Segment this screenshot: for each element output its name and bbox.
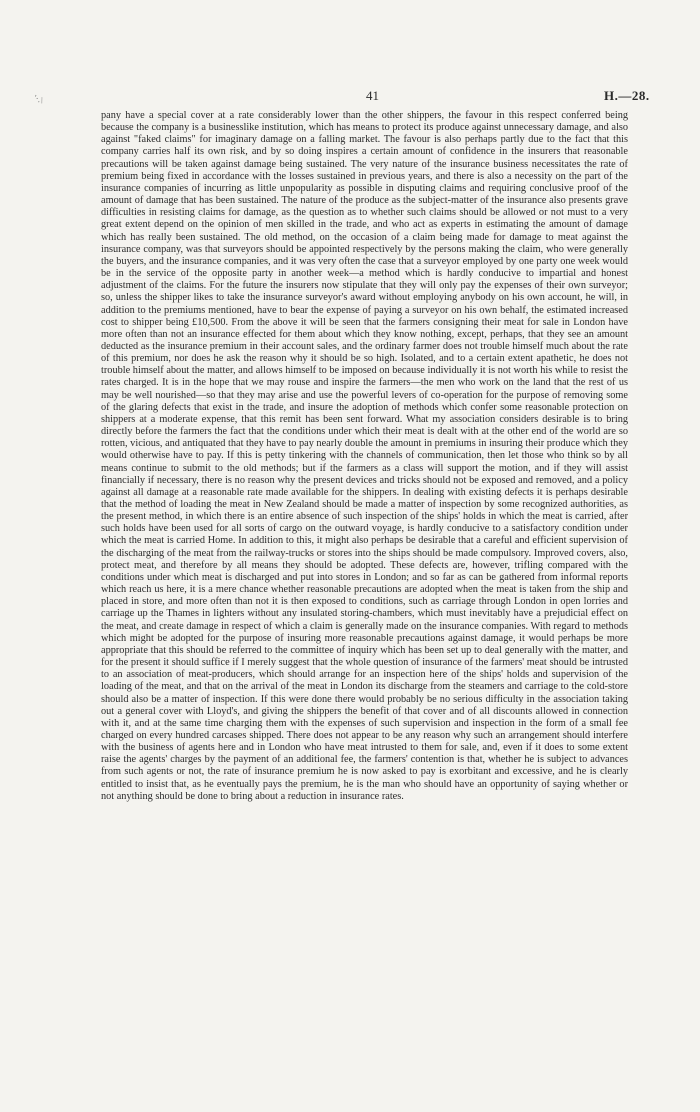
- page-number: 41: [366, 88, 379, 103]
- document-reference: H.—28.: [604, 88, 650, 103]
- scan-margin-mark: '·.\: [32, 92, 45, 106]
- body-paragraph: pany have a special cover at a rate considerably lower than the other shippers, the favour in this respect conferred being because the company is a businesslike institution, which has means to protect its produce against unnecessary damage, and also against "faked claims" for imaginary damage on a falling market. The favour is also perhaps partly due to the fact that this company carries half its own risk, and by so doing inspires a certain amount of confidence in the insurers that reasonable precautions will be taken against damage being sustained. The very nature of the insurance business necessitates the rate of premium being fixed in accordance with the losses sustained in previous years, and there is also a necessity on the part of the insurance companies of incurring as little unpopularity as possible in disputing claims and requiring conclusive proof of the amount of damage that has been sustained. The nature of the produce as the subject-matter of the insurance also presents grave difficulties in resisting claims for damage, as the question as to whether such claims should be allowed or not must to a very great extent depend on the opinion of men skilled in the trade, and who act as experts in estimating the amount of damage which has really been sustained. The old method, on the occasion of a claim being made for damage to meat against the insurance company, was that surveyors should be appointed respectively by the persons making the claim, who were generally the buyers, and the insurance companies, and it was very often the case that a surveyor employed by one party one week would be in the service of the opposite party in another week—a method which is hardly conducive to impartial and honest adjustment of the claims. For the future the insurers now stipulate that they will only pay the expenses of their own surveyor; so, unless the shipper likes to take the insurance surveyor's award without employing anybody on his own account, he will, in addition to the premiums mentioned, have to bear the expense of paying a surveyor on his own behalf, the estimated increased cost to shipper being £10,500. From the above it will be seen that the farmers consigning their meat for sale in London have more often than not an insurance effected for them about which they know nothing, except, perhaps, that they see an amount deducted as the insurance premium in their account sales, and the ordinary farmer does not trouble himself much about the rate of this premium, nor does he ask the reason why it should be so high. Isolated, and to a certain extent apathetic, he does not trouble himself about the matter, and allows himself to be imposed on because individually it is not worth his while to resist the rates charged. It is in the hope that we may rouse and inspire the farmers—the men who work on the land that the rest of us may be well nourished—so that they may arise and use the powerful levers of co-operation for the purpose of removing some of the glaring defects that exist in the trade, and insure the adoption of methods which confer some reasonable protection on shippers at a moderate expense, that this remit has been sent forward. What my association considers desirable is to bring directly before the farmers the fact that the conditions under which their meat is dealt with at the other end of the world are so rotten, vicious, and antiquated that they have to pay nearly double the amount in premiums in insuring their produce which they would otherwise have to pay. If this is petty tinkering with the channels of communication, then let those who think so by all means continue to submit to the old methods; but if the farmers as a class will support the motion, and if they will assist financially if necessary, there is no reason why the present devices and tricks should not be exposed and removed, and a policy against all damage at a reasonable rate made available for the shippers. In dealing with existing defects it is perhaps desirable that the method of loading the meat in New Zealand should be made a matter of inspection by some recognized authorities, as the present method, in which there is an entire absence of such inspection of the ships' holds in which the meat is carried, after such holds have been used for all sorts of cargo on the outward voyage, is hardly conducive to a satisfactory condition under which the meat is carried Home. In addition to this, it might also perhaps be desirable that a careful and efficient supervision of the discharging of the meat from the railway-trucks or stores into the ships should be made compulsory. Improved covers, also, protect meat, and therefore by all means they should be adopted. These defects are, however, trifling compared with the conditions under which meat is discharged and put into stores in London; and so far as can be gathered from informal reports which reach us here, it is a mere chance whether reasonable precautions are adopted when the meat is taken from the ship and placed in store, and more often than not it is then exposed to conditions, such as carriage through London in open lorries and carriage up the Thames in lighters without any insulated storing-chambers, which must inevitably have a prejudicial effect on the meat, and create damage in respect of which a claim is generally made on the insurance companies. With regard to methods which might be adopted for the purpose of insuring more reasonable precautions against damage, it would perhaps be more appropriate that this should be referred to the committee of inquiry which has been set up to deal generally with the matter, and for the present it should suffice if I merely suggest that the whole question of insurance of the farmers' meat should be intrusted to an association of meat-producers, which should arrange for an inspection here of the ships' holds and supervision of the loading of the meat, and that on the arrival of the meat in London its discharge from the steamers and carriage to the cold-store should also be a matter of inspection. If this were done there would probably be no serious difficulty in the association taking out a general cover with Lloyd's, and giving the shippers the benefit of that cover and of all discounts allowed in connection with it, and at the same time charging them with the expenses of such supervision and inspection in the form of a small fee charged on every hundred carcases shipped. There does not appear to be any reason why such an arrangement should interfere with the business of agents here and in London who have meat intrusted to them for sale, and, even if it does to some extent raise the agents' charges by the payment of an additional fee, the farmers' contention is that, whether he is subject to advances from such agents or not, the rate of insurance premium he is now asked to pay is exorbitant and excessive, and he is clearly entitled to insist that, as he eventually pays the premium, he is the man who should have an opportunity of saying whether or not anything should be done to bring about a reduction in insurance rates.: [101, 110, 628, 802]
